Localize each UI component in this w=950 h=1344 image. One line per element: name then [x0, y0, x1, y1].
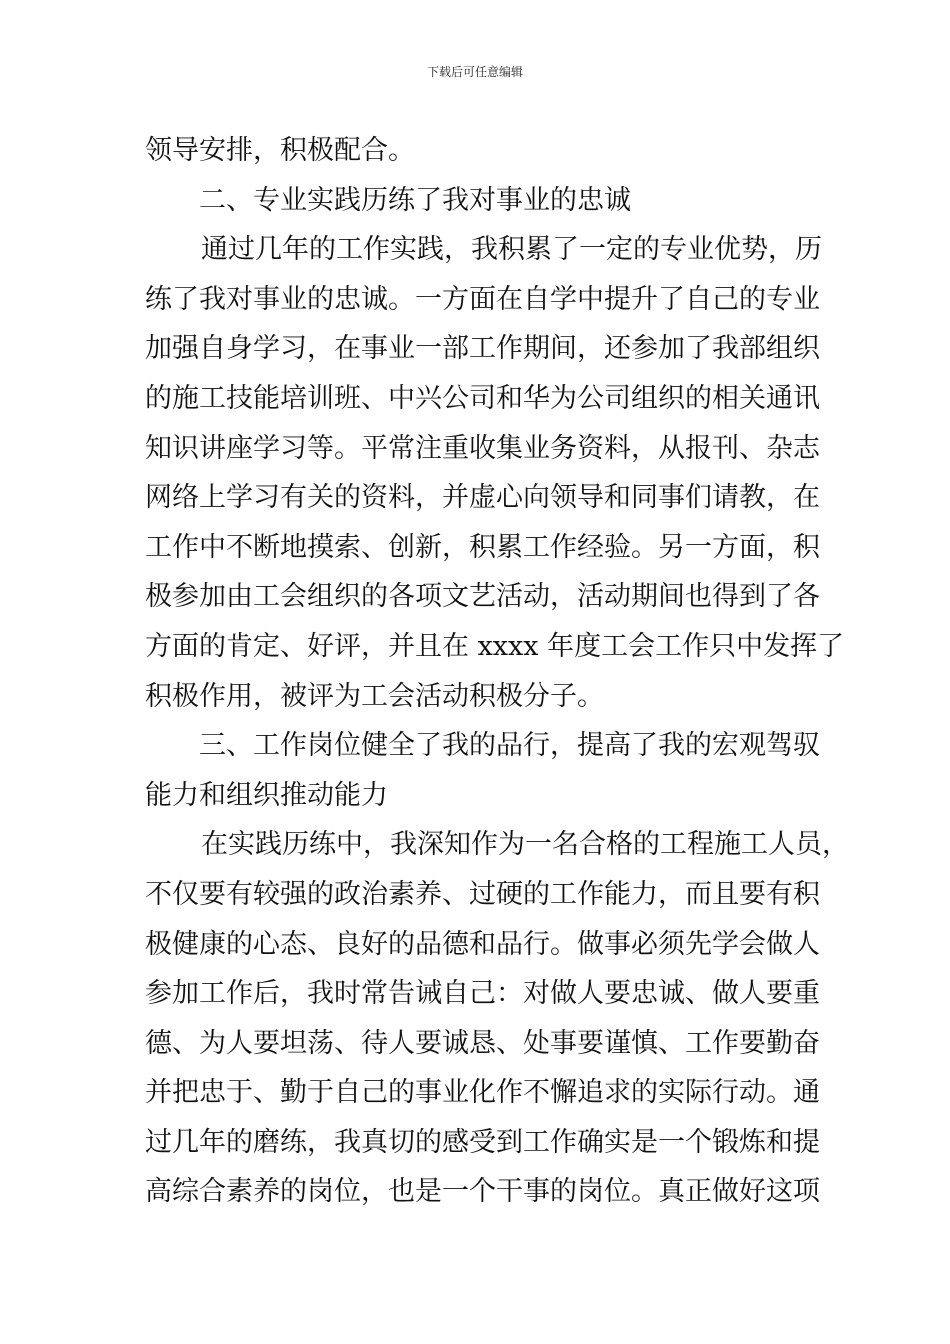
- text-line: 参加工作后，我时常告诫自己：对做人要忠诚、做人要重: [145, 978, 820, 1010]
- document-body: [145, 126, 849, 1217]
- text-line: 网络上学习有关的资料，并虚心向领导和同事们请教，在: [145, 482, 820, 514]
- section-heading: 二、专业实践历练了我对事业的忠诚: [199, 184, 631, 216]
- text-line: 德、为人要坦荡、待人要诚恳、处事要谨慎、工作要勤奋: [145, 1027, 820, 1059]
- text-line: 极健康的心态、良好的品德和品行。做事必须先学会做人: [145, 928, 820, 960]
- text-line: 极参加由工会组织的各项文艺活动，活动期间也得到了各: [145, 581, 820, 613]
- text-line: 并把忠于、勤于自己的事业化作不懈追求的实际行动。通: [145, 1077, 820, 1109]
- text-line: 练了我对事业的忠诚。一方面在自学中提升了自己的专业: [145, 283, 820, 315]
- text-line: 的施工技能培训班、中兴公司和华为公司组织的相关通讯: [145, 382, 820, 414]
- text-line: 过几年的磨练，我真切的感受到工作确实是一个锻炼和提: [145, 1126, 820, 1158]
- text-line: 积极作用，被评为工会活动积极分子。: [145, 680, 604, 712]
- section-heading-continuation: 能力和组织推动能力: [145, 779, 388, 811]
- text-line: 高综合素养的岗位，也是一个干事的岗位。真正做好这项: [145, 1176, 820, 1208]
- text-line: 知识讲座学习等。平常注重收集业务资料，从报刊、杂志: [145, 432, 820, 464]
- text-line: 加强自身学习，在事业一部工作期间，还参加了我部组织: [145, 333, 820, 365]
- section-heading: 三、工作岗位健全了我的品行，提高了我的宏观驾驭: [199, 730, 820, 762]
- text-line: 通过几年的工作实践，我积累了一定的专业优势，历: [201, 234, 822, 266]
- page-header: 下载后可任意编辑: [426, 65, 523, 79]
- text-line: 领导安排，积极配合。: [145, 135, 415, 166]
- text-line: 工作中不断地摸索、创新，积累工作经验。另一方面，积: [145, 531, 820, 563]
- text-line: 方面的肯定、好评，并且在 xxxx 年度工会工作只中发挥了: [145, 630, 845, 662]
- text-line: 在实践历练中，我深知作为一名合格的工程施工人员，: [201, 829, 849, 861]
- text-line: 不仅要有较强的政治素养、过硬的工作能力，而且要有积: [145, 878, 820, 910]
